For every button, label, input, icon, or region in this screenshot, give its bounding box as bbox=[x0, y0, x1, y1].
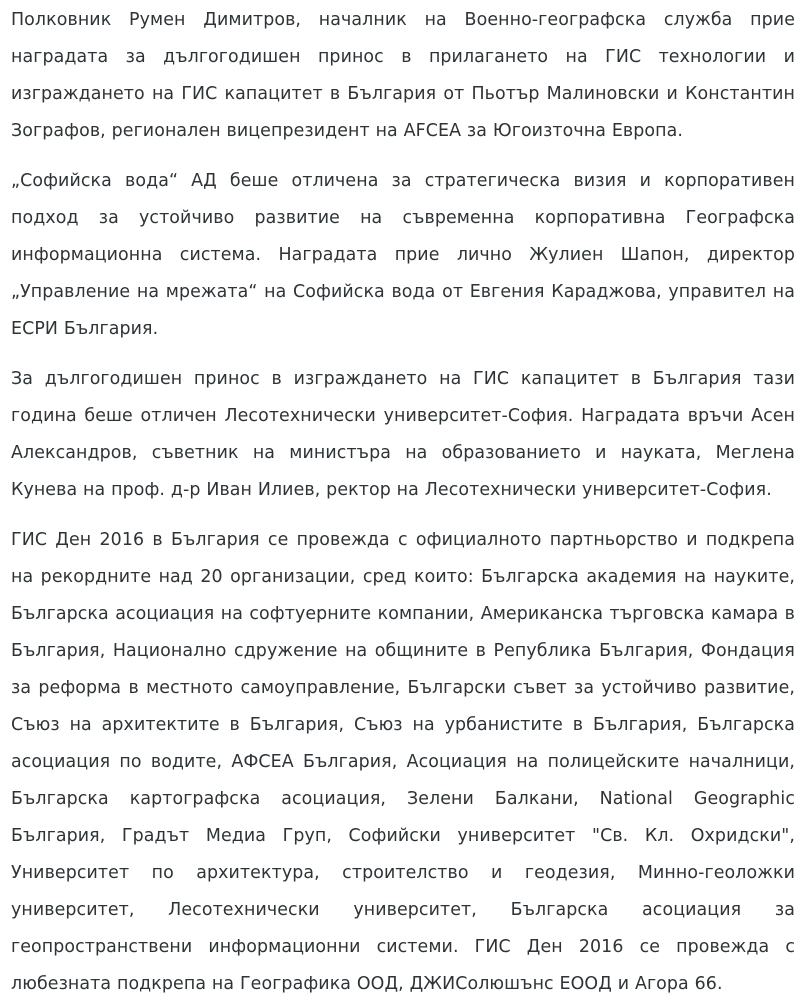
paragraph-2: „Софийска вода“ АД беше отличена за стратегическа визия и корпоративен подход за устойчиво развитие на съвременна корпоративна Географска информационна система. Наградата прие лично Жулиен Шапон, директор „Управление на мрежата“ на Софийска вода от Евгения Караджова, управител на ЕСРИ България. bbox=[11, 171, 795, 339]
paragraph-1: Полковник Румен Димитров, началник на Военно-географска служба прие наградата за дългогодишен принос в прилагането на ГИС технологии и изграждането на ГИС капацитет в България от Пьотър Малиновски и Константин Зографов, регионален вицепрезидент на AFCEA за Югоизточна Европа. bbox=[11, 10, 795, 141]
paragraph-4: ГИС Ден 2016 в България се провежда с официалното партньорство и подкрепа на рекордните над 20 организации, сред които: Българска академия на науките, Българска асоциация на софтуерните компании, Американска търговска камара в България, Национално сдружение на общините в Република България, Фондация за реформа в местното самоуправление, Български съвет за устойчиво развитие, Съюз на архитектите в България, Съюз на урбанистите в България, Българска асоциация по водите, АФСЕА България, Асоциация на полицейските началници, Българска картографска асоциация, Зелени Балкани, National Geographic България, Градът Медиа Груп, Софийски университет "Св. Кл. Охридски", Университет по архитектура, строителство и геодезия, Минно-геоложки университет, Лесотехнически университет, Българска асоциация за геопространствени информационни системи. ГИС Ден 2016 се провежда с любезната подкрепа на Географика ООД, ДЖИСолюшънс ЕООД и Агора 66. bbox=[11, 530, 795, 994]
paragraph-3: За дългогодишен принос в изграждането на ГИС капацитет в България тази година беше отличен Лесотехнически университет-София. Наградата връчи Асен Александров, съветник на министъра на образованието и науката, Меглена Кунева на проф. д-р Иван Илиев, ректор на Лесотехнически университет-София. bbox=[11, 369, 795, 500]
